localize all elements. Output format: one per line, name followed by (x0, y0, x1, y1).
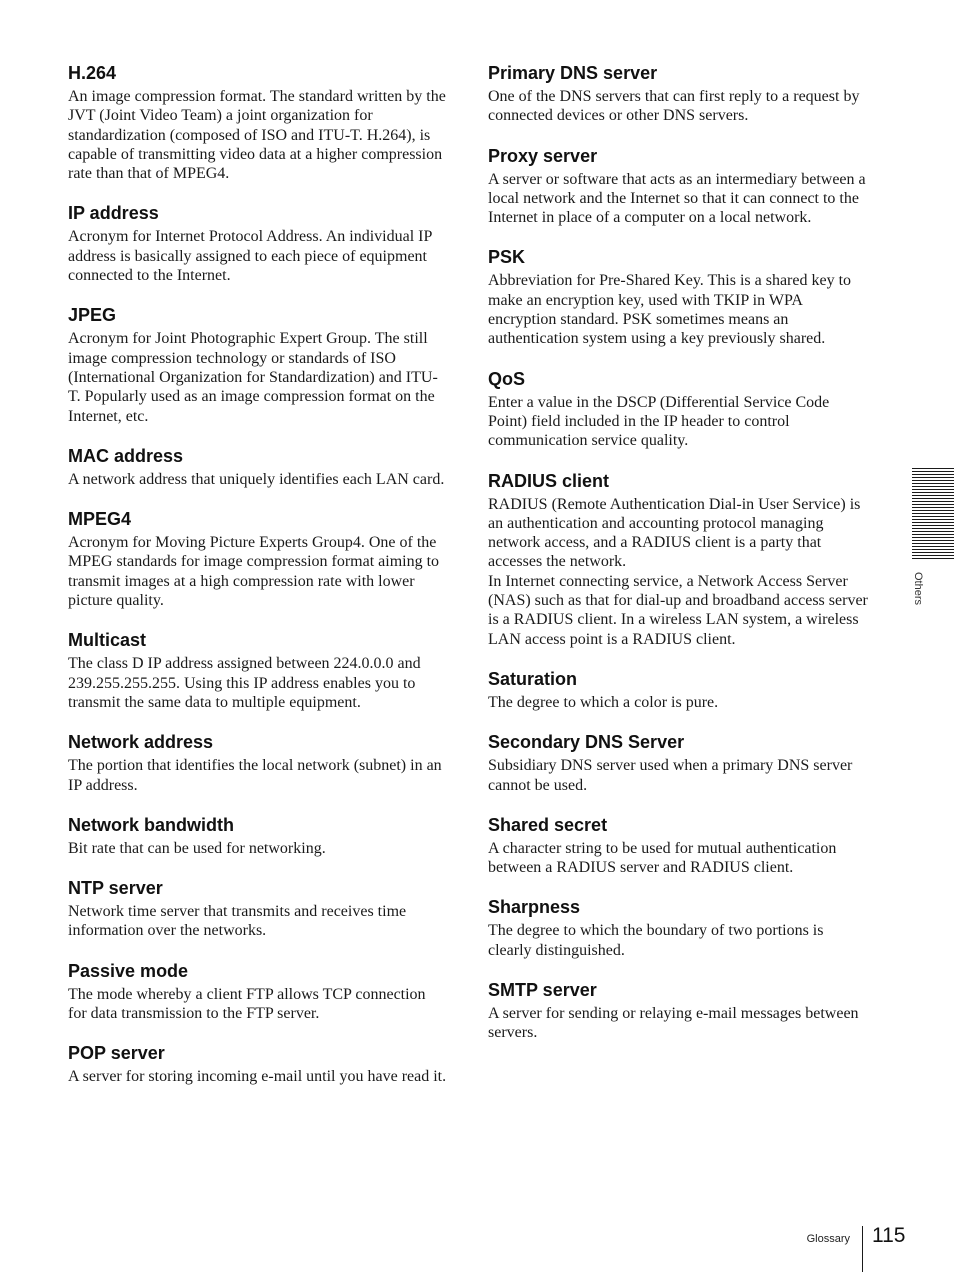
glossary-term: PSK (488, 247, 526, 268)
glossary-entry-jpeg (68, 304, 448, 425)
glossary-term: MPEG4 (68, 509, 132, 530)
glossary-term: POP server (68, 1043, 165, 1064)
glossary-definition: Network time server that transmits and receives time information over the networks. (68, 903, 407, 940)
glossary-definition: A character string to be used for mutual authentication between a RADIUS server and RADIUS client. (488, 839, 837, 877)
glossary-term: Proxy server (488, 145, 598, 166)
glossary-definition: A server for storing incoming e-mail until you have read it. (68, 1068, 447, 1086)
footer-section-name: Glossary (806, 1233, 850, 1245)
glossary-entry-passive-mode (68, 960, 448, 1024)
glossary-term: MAC address (68, 445, 184, 466)
glossary-entry-pop-server (68, 1042, 448, 1086)
section-tab-marker (912, 468, 954, 560)
glossary-definition: A server for sending or relaying e-mail messages between servers. (488, 1005, 859, 1042)
glossary-definition: The degree to which the boundary of two portions is clearly distinguished. (488, 922, 824, 959)
glossary-entry-network-bandwidth (68, 814, 448, 858)
glossary-entry-mac-address (68, 445, 448, 489)
glossary-definition: Subsidiary DNS server used when a primary DNS server cannot be used. (488, 757, 853, 794)
glossary-term: JPEG (68, 305, 117, 326)
glossary-term: RADIUS client (488, 470, 610, 491)
glossary-entry-ntp-server (68, 877, 448, 941)
glossary-term: Secondary DNS Server (488, 732, 685, 753)
glossary-term: Network address (68, 732, 214, 753)
glossary-term: Primary DNS server (488, 63, 658, 83)
glossary-entry-smtp-server (488, 979, 868, 1043)
glossary-term: Network bandwidth (68, 814, 234, 835)
glossary-entry-shared-secret (488, 814, 868, 878)
glossary-term: SMTP server (488, 980, 597, 1001)
glossary-entry-ip-address (68, 202, 448, 285)
glossary-definition: The portion that identifies the local network (subnet) in an IP address. (68, 757, 442, 794)
glossary-entry-primary-dns-server (488, 62, 868, 126)
glossary-entry-sharpness (488, 896, 868, 960)
glossary-entry-secondary-dns-server (488, 731, 868, 795)
glossary-term: IP address (68, 203, 159, 224)
glossary-definition: A network address that uniquely identifies each LAN card. (68, 470, 445, 488)
glossary-term: Passive mode (68, 960, 189, 981)
glossary-right-column (488, 62, 868, 1062)
glossary-definition: A server or software that acts as an intermediary between a local network and the Internet so that it can connect to the Internet in place of a computer on a local network. (488, 170, 866, 227)
glossary-entry-saturation (488, 668, 868, 712)
glossary-entry-h264 (68, 62, 448, 183)
glossary-entry-multicast (68, 629, 448, 712)
glossary-definition: Acronym for Moving Picture Experts Group4. One of the MPEG standards for image compression format aiming to transmit images at a high compression rate with lower picture quality. (68, 534, 440, 610)
glossary-entry-radius-client (488, 470, 868, 649)
glossary-entry-network-address (68, 731, 448, 795)
glossary-entry-qos (488, 368, 868, 451)
glossary-entry-proxy-server (488, 145, 868, 228)
glossary-definition: Bit rate that can be used for networking. (68, 839, 326, 857)
footer-divider (862, 1226, 863, 1272)
section-tab-label: Others (912, 572, 924, 606)
glossary-entry-mpeg4 (68, 508, 448, 610)
glossary-term: Multicast (68, 630, 147, 651)
glossary-definition: Acronym for Joint Photographic Expert Group. The still image compression technology or standards of ISO (International Organization for Standardization) and ITU-T. Popularly used as an image compression format on the Internet, etc. (68, 330, 438, 425)
glossary-definition: The class D IP address assigned between 224.0.0.0 and 239.255.255.255. Using this IP address enables you to transmit the same data to multiple equipment. (68, 655, 421, 711)
glossary-left-column (68, 62, 448, 1106)
glossary-entry-psk (488, 246, 868, 348)
glossary-definition: The degree to which a color is pure. (488, 693, 719, 711)
glossary-definition: Abbreviation for Pre-Shared Key. This is a shared key to make an encryption key, used with TKIP in WPA encryption standard. PSK sometimes means an authentication system using a key previously shared. (488, 272, 852, 348)
glossary-definition: Acronym for Internet Protocol Address. An individual IP address is basically assigned to each piece of equipment connected to the Internet. (68, 228, 432, 285)
glossary-definition-continued: In Internet connecting service, a Network Access Server (NAS) such as that for dial-up and broadband access server is a RADIUS client. In a wireless LAN system, a wireless LAN access point is a RADIUS client. (488, 572, 868, 648)
glossary-term: Shared secret (488, 814, 608, 835)
glossary-definition: The mode whereby a client FTP allows TCP connection for data transmission to the FTP server. (68, 985, 426, 1023)
glossary-term: NTP server (68, 878, 163, 899)
glossary-definition: RADIUS (Remote Authentication Dial-in User Service) is an authentication and accounting protocol managing network access, and a RADIUS client is a party that accesses the network. (488, 495, 861, 571)
glossary-definition: An image compression format. The standard written by the JVT (Joint Video Team) a joint organization for standardization (composed of ISO and ITU-T. H.264), is capable of transmitting video data at a higher compression rate than that of MPEG4. (68, 88, 446, 183)
glossary-term: Saturation (488, 668, 578, 689)
glossary-definition: Enter a value in the DSCP (Differential Service Code Point) field included in the IP header to control communication service quality. (488, 393, 830, 450)
glossary-term: Sharpness (488, 897, 581, 918)
page-number: 115 (872, 1224, 906, 1247)
glossary-definition: One of the DNS servers that can first reply to a request by connected devices or other DNS servers. (488, 88, 860, 125)
glossary-term: H.264 (68, 63, 117, 83)
glossary-term: QoS (488, 368, 526, 389)
